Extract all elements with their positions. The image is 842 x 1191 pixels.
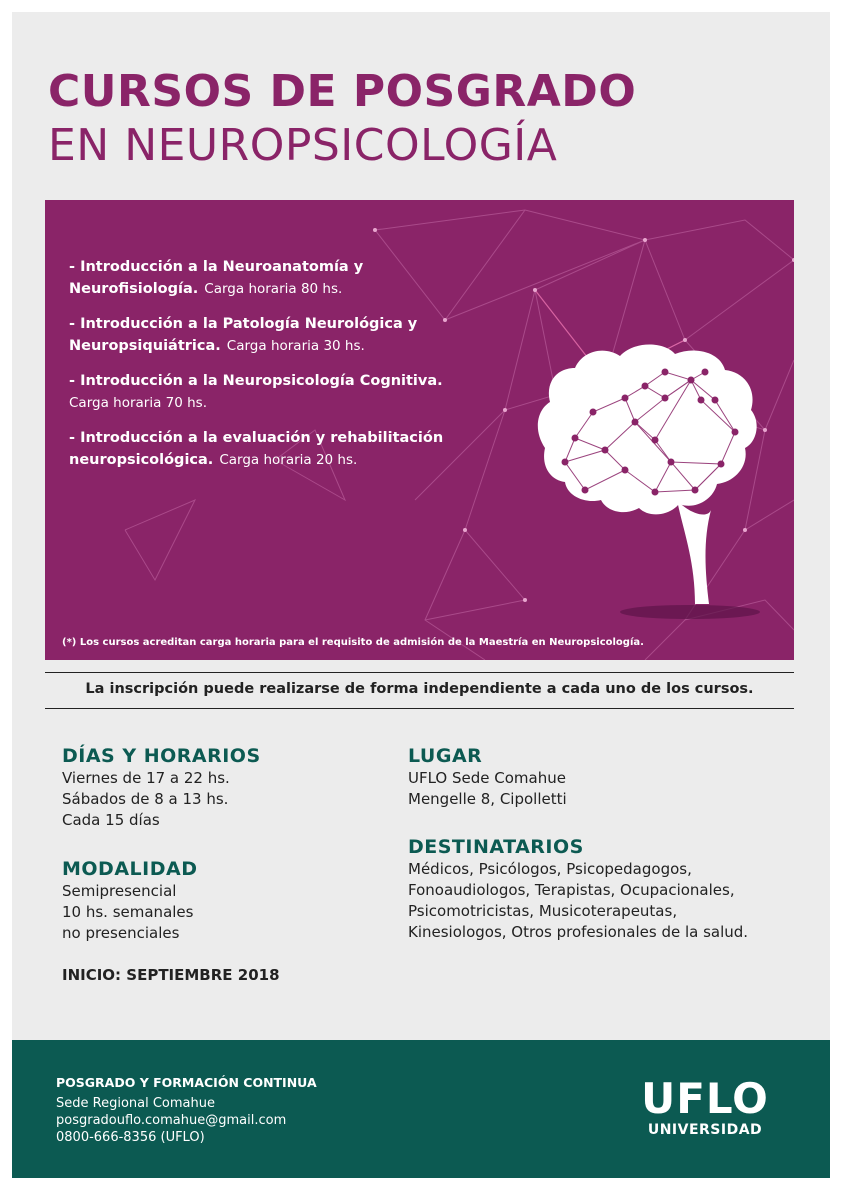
lugar-section (408, 744, 567, 810)
modalidad-line: Semipresencial (62, 882, 177, 900)
footer-email[interactable]: posgradouflo.comahue@gmail.com (56, 1113, 287, 1128)
lugar-line: UFLO Sede Comahue (408, 769, 566, 787)
course-name: - Introducción a la Neuroanatomía y Neurofisiología. (69, 259, 364, 297)
logo-sub: UNIVERSIDAD (647, 1122, 763, 1138)
page-subtitle: EN NEUROPSICOLOGÍA (48, 120, 558, 171)
inscripcion-text: La inscripción puede realizarse de forma independiente a cada uno de los cursos. (85, 681, 754, 697)
courses-panel (45, 200, 794, 660)
destinatarios-section (408, 835, 748, 943)
dias-line: Sábados de 8 a 13 hs. (62, 790, 229, 808)
destinatarios-line: Psicomotricistas, Musicoterapeutas, (408, 902, 678, 920)
destinatarios-line: Kinesiologos, Otros profesionales de la salud. (408, 923, 749, 941)
destinatarios-heading: DESTINATARIOS (408, 836, 584, 858)
dias-section (62, 744, 261, 831)
course-item (69, 427, 489, 471)
footnote: (*) Los cursos acreditan carga horaria para el requisito de admisión de la Maestría en Neuropsicología. (62, 637, 644, 648)
page-title: CURSOS DE POSGRADO (48, 66, 637, 117)
dias-line: Viernes de 17 a 22 hs. (62, 769, 230, 787)
footer-phone: 0800-666-8356 (UFLO) (56, 1130, 205, 1145)
divider-top (45, 672, 794, 673)
course-hours: Carga horaria 80 hs. (204, 281, 343, 297)
inicio-text: INICIO: SEPTIEMBRE 2018 (62, 966, 280, 984)
course-item (69, 256, 489, 300)
destinatarios-line: Fonoaudiologos, Terapistas, Ocupacionales, (408, 881, 735, 899)
lugar-line: Mengelle 8, Cipolletti (408, 790, 567, 808)
footer-title: POSGRADO Y FORMACIÓN CONTINUA (56, 1075, 317, 1090)
dias-heading: DÍAS Y HORARIOS (62, 745, 261, 767)
lugar-heading: LUGAR (408, 745, 483, 767)
course-hours: Carga horaria 20 hs. (219, 452, 358, 468)
course-item (69, 313, 489, 357)
modalidad-line: 10 hs. semanales (62, 903, 194, 921)
course-item (69, 370, 489, 414)
uflo-logo (640, 1074, 770, 1138)
footer (12, 1040, 830, 1178)
courses-list (69, 256, 489, 484)
course-name: - Introducción a la evaluación y rehabilitación neuropsicológica. (69, 430, 444, 468)
modalidad-section (62, 857, 197, 944)
divider-bottom (45, 708, 794, 709)
course-name: - Introducción a la Neuropsicología Cognitiva. (69, 373, 443, 389)
destinatarios-line: Médicos, Psicólogos, Psicopedagogos, (408, 860, 692, 878)
logo-brand: UFLO (641, 1074, 769, 1123)
modalidad-line: no presenciales (62, 924, 180, 942)
dias-line: Cada 15 días (62, 811, 160, 829)
course-hours: Carga horaria 70 hs. (69, 395, 207, 411)
course-hours: Carga horaria 30 hs. (226, 338, 365, 354)
modalidad-heading: MODALIDAD (62, 858, 198, 880)
course-name: - Introducción a la Patología Neurológica y Neuropsiquiátrica. (69, 316, 418, 354)
brain-icon (538, 345, 757, 605)
footer-sede: Sede Regional Comahue (56, 1096, 215, 1111)
